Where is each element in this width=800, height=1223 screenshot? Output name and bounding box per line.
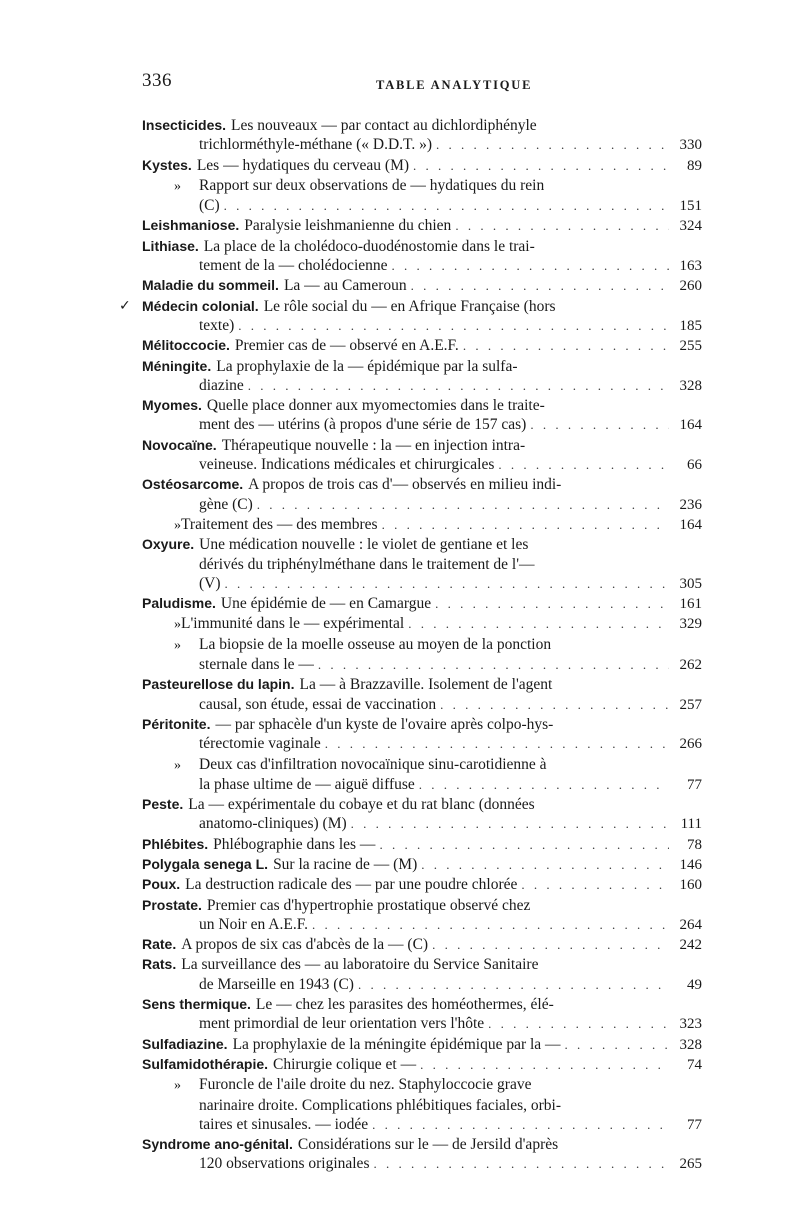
dot-leaders (373, 1154, 669, 1173)
index-entry (142, 1075, 702, 1135)
entry-line (142, 455, 702, 475)
entry-text: L'immunité dans le — expérimental (181, 615, 405, 633)
entry-headword: Sulfamidothérapie. (142, 1055, 269, 1072)
entry-line (142, 655, 702, 675)
ditto-mark: » (174, 517, 181, 533)
entry-headword: Kystes. (142, 156, 192, 173)
entry-line (142, 896, 702, 915)
entry-headword: Méningite. (142, 357, 212, 374)
index-entry (142, 614, 702, 634)
entry-page-number: 146 (679, 856, 702, 873)
dot-leaders (372, 1115, 669, 1134)
index-entry (142, 935, 702, 955)
entry-text: Considérations sur le — de Jersild d'après (297, 1136, 559, 1154)
index-entry (142, 896, 702, 936)
index-entry (142, 795, 702, 835)
dot-leaders (413, 156, 669, 175)
entry-line (142, 1014, 702, 1034)
entry-text: 120 observations originales (199, 1155, 370, 1173)
entry-line (142, 176, 702, 196)
entry-page-number: 305 (679, 575, 702, 592)
entry-line (142, 135, 702, 155)
entry-text: de Marseille en 1943 (C) (199, 975, 354, 993)
entry-page-number: 78 (687, 836, 702, 853)
entry-line (142, 594, 702, 614)
entry-text: Les nouveaux — par contact au dichlordiphényle (231, 117, 537, 134)
entry-text: térectomie vaginale (199, 735, 321, 753)
index-entry (142, 276, 702, 296)
dot-leaders (318, 655, 669, 674)
ditto-mark: » (174, 617, 181, 633)
entry-text: Les — hydatiques du cerveau (M) (196, 156, 410, 174)
dot-leaders (420, 1055, 669, 1074)
index-entry (142, 237, 702, 277)
entry-page-number: 49 (687, 976, 702, 993)
entry-page-number: 236 (679, 496, 702, 513)
entry-line (142, 695, 702, 715)
entry-line (142, 1135, 702, 1154)
entry-line (142, 256, 702, 276)
page-number: 336 (142, 70, 172, 91)
entry-text: Thérapeutique nouvelle : la — en injection intra- (221, 436, 526, 454)
entry-headword: Sens thermique. (142, 996, 251, 1013)
entry-line (142, 614, 702, 634)
entry-line (142, 276, 702, 296)
index-entry (142, 515, 702, 535)
entry-headword: Myomes. (142, 397, 202, 414)
entry-text: — par sphacèle d'un kyste de l'ovaire après colpo-hys- (215, 715, 554, 733)
entry-page-number: 242 (679, 937, 702, 954)
index-entry (142, 715, 702, 755)
entry-text: Premier cas d'hypertrophie prostatique observé chez (206, 896, 531, 914)
entry-line (142, 1154, 702, 1174)
entry-headword: Sulfadiazine. (142, 1035, 228, 1052)
entry-page-number: 164 (679, 516, 702, 533)
entry-line (142, 415, 702, 435)
entry-page-number: 255 (679, 338, 702, 355)
entry-headword: Péritonite. (142, 715, 211, 732)
entry-page-number: 264 (679, 916, 702, 933)
entry-text: La destruction radicale des — par une poudre chlorée (185, 876, 518, 894)
dot-leaders (411, 276, 669, 295)
entry-text: Une épidémie de — en Camargue (220, 595, 432, 613)
entry-page-number: 265 (679, 1156, 702, 1173)
entry-headword: Leishmaniose. (142, 217, 240, 234)
entry-page-number: 266 (679, 736, 702, 753)
entry-page-number: 257 (679, 696, 702, 713)
entry-headword: Paludisme. (142, 595, 216, 612)
entry-line (142, 715, 702, 734)
entry-page-number: 324 (679, 218, 702, 235)
dot-leaders (435, 594, 669, 613)
index-entry (142, 436, 702, 476)
entry-line (142, 1096, 702, 1115)
entry-page-number: 164 (679, 417, 702, 434)
index-entry (142, 1135, 702, 1175)
dot-leaders (421, 855, 669, 874)
entry-text: A propos de six cas d'abcès de la — (C) (181, 936, 429, 954)
entry-headword: Peste. (142, 796, 184, 813)
entry-line (142, 396, 702, 415)
entry-headword: Rats. (142, 956, 177, 973)
entry-line (142, 116, 702, 135)
entry-text: un Noir en A.E.F. (199, 915, 308, 933)
entry-text: La prophylaxie de la méningite épidémique par la — (232, 1035, 561, 1053)
entry-line (142, 1055, 702, 1075)
entry-text: Quelle place donner aux myomectomies dans le traite- (206, 397, 545, 415)
entry-text: trichlorméthyle-méthane (« D.D.T. ») (199, 136, 432, 154)
entry-line (142, 955, 702, 974)
dot-leaders (224, 196, 669, 215)
entry-page-number: 328 (679, 377, 702, 394)
entry-line (142, 795, 702, 814)
dot-leaders (463, 336, 669, 355)
entry-line (142, 734, 702, 754)
entry-text: dérivés du triphénylméthane dans le traitement de l'— (199, 555, 535, 573)
entry-text: la phase ultime de — aiguë diffuse (199, 775, 415, 793)
entry-text: veineuse. Indications médicales et chirurgicales (199, 456, 495, 474)
dot-leaders (440, 695, 669, 714)
dot-leaders (432, 935, 669, 954)
entry-text: Phlébographie dans les — (213, 835, 376, 853)
dot-leaders (488, 1014, 669, 1033)
entry-line (142, 216, 702, 236)
entry-text: Sur la racine de — (M) (273, 855, 418, 873)
entry-page-number: 328 (679, 1036, 702, 1053)
entry-text: La — expérimentale du cobaye et du rat blanc (données (188, 796, 535, 814)
entry-headword: Novocaïne. (142, 436, 217, 453)
entry-headword: Mélitoccocie. (142, 337, 230, 354)
entry-line (142, 995, 702, 1014)
dot-leaders (325, 734, 669, 753)
entry-page-number: 329 (679, 616, 702, 633)
entry-line (142, 775, 702, 795)
entry-line (142, 855, 702, 875)
entry-headword: Lithiase. (142, 237, 199, 254)
entry-line (142, 555, 702, 574)
entry-line (142, 1115, 702, 1135)
dot-leaders (455, 216, 669, 235)
dot-leaders (408, 614, 669, 633)
entry-text: La biopsie de la moelle osseuse au moyen de la ponction (199, 635, 552, 653)
index-entry (142, 357, 702, 397)
entry-headword: Rate. (142, 936, 177, 953)
entry-text: tement de la — cholédocienne (199, 257, 388, 275)
dot-leaders (498, 455, 669, 474)
entry-line (142, 535, 702, 554)
entry-page-number: 74 (687, 1056, 702, 1073)
entry-line (142, 675, 702, 694)
index-entry (142, 995, 702, 1035)
index-entry (142, 675, 702, 715)
entry-text: (V) (199, 574, 221, 592)
entry-headword: Pasteurellose du lapin. (142, 676, 295, 693)
entry-page-number: 151 (679, 198, 702, 215)
entry-headword: Syndrome ano-génital. (142, 1136, 293, 1153)
entry-headword: Phlébites. (142, 835, 209, 852)
entry-text: Traitement des — des membres (181, 515, 378, 533)
index-entry (142, 336, 702, 356)
entry-text: Deux cas d'infiltration novocaïnique sinu-carotidienne à (199, 755, 547, 773)
index-entry (142, 116, 702, 156)
index-entry (142, 955, 702, 995)
entry-line (142, 336, 702, 356)
entry-text: Premier cas de — observé en A.E.F. (234, 337, 459, 355)
dot-leaders (238, 316, 669, 335)
entry-line (142, 635, 702, 655)
entry-text: Paralysie leishmanienne du chien (244, 217, 452, 235)
dot-leaders (257, 495, 669, 514)
entry-text: causal, son étude, essai de vaccination (199, 695, 437, 713)
dot-leaders (225, 574, 669, 593)
entry-headword: Ostéosarcome. (142, 476, 244, 493)
index-list (119, 116, 702, 1175)
index-entry (142, 635, 702, 676)
entry-page-number: 89 (687, 157, 702, 174)
index-entry (142, 755, 702, 796)
index-entry (142, 475, 702, 515)
entry-text: Une médication nouvelle : le violet de gentiane et les (199, 536, 529, 554)
dot-leaders (358, 975, 669, 994)
index-entry (142, 1035, 702, 1055)
entry-line (142, 755, 702, 775)
entry-line (142, 1075, 702, 1095)
entry-line (142, 495, 702, 515)
running-title: TABLE ANALYTIQUE (376, 78, 533, 92)
entry-text: gène (C) (199, 495, 253, 513)
entry-text: La place de la cholédoco-duodénostomie dans le trai- (203, 237, 535, 255)
dot-leaders (436, 135, 669, 154)
entry-line (142, 814, 702, 834)
entry-headword: Oxyure. (142, 536, 195, 553)
entry-headword: Insecticides. (142, 117, 227, 133)
entry-text: anatomo-cliniques) (M) (199, 815, 347, 833)
entry-line (142, 475, 702, 494)
margin-check-mark: ✓ (119, 297, 131, 314)
entry-text: Rapport sur deux observations de — hydatiques du rein (199, 176, 545, 194)
entry-text: narinaire droite. Complications phlébitiques faciales, orbi- (199, 1096, 561, 1114)
ditto-mark: » (174, 1078, 181, 1094)
entry-page-number: 66 (687, 457, 702, 474)
entry-text: Le rôle social du — en Afrique Française (hors (263, 297, 556, 315)
entry-headword: Maladie du sommeil. (142, 277, 279, 294)
entry-text: A propos de trois cas d'— observés en milieu indi- (248, 476, 562, 494)
entry-page-number: 323 (679, 1016, 702, 1033)
entry-line (142, 835, 702, 855)
entry-text: La prophylaxie de la — épidémique par la sulfa- (216, 357, 518, 375)
dot-leaders (351, 814, 669, 833)
dot-leaders (248, 376, 669, 395)
entry-line (142, 297, 702, 316)
entry-line (142, 935, 702, 955)
entry-text: Furoncle de l'aile droite du nez. Staphyloccocie grave (199, 1076, 532, 1094)
entry-line (142, 975, 702, 995)
index-entry (119, 297, 702, 337)
entry-text: ment des — utérins (à propos d'une série de 157 cas) (199, 416, 527, 434)
entry-page-number: 111 (680, 816, 702, 833)
dot-leaders (419, 775, 669, 794)
entry-line (142, 875, 702, 895)
entry-page-number: 260 (679, 278, 702, 295)
entry-line (142, 574, 702, 594)
index-entry (142, 1055, 702, 1075)
entry-line (142, 376, 702, 396)
entry-page-number: 330 (679, 137, 702, 154)
ditto-mark: » (174, 757, 181, 773)
dot-leaders (392, 256, 669, 275)
index-entry (142, 216, 702, 236)
dot-leaders (379, 835, 669, 854)
dot-leaders (530, 415, 669, 434)
entry-page-number: 262 (679, 657, 702, 674)
index-entry (142, 875, 702, 895)
entry-page-number: 77 (687, 1116, 702, 1133)
entry-line (142, 1035, 702, 1055)
entry-text: La surveillance des — au laboratoire du Service Sanitaire (181, 956, 539, 974)
entry-page-number: 160 (679, 877, 702, 894)
entry-line (142, 237, 702, 256)
index-entry (142, 156, 702, 176)
entry-line (142, 515, 702, 535)
entry-headword: Poux. (142, 876, 181, 893)
entry-text: Le — chez les parasites des homéothermes, élé- (255, 996, 554, 1014)
entry-text: taires et sinusales. — iodée (199, 1115, 369, 1133)
entry-text: La — à Brazzaville. Isolement de l'agent (299, 676, 553, 694)
entry-text: texte) (199, 316, 235, 334)
entry-text: Chirurgie colique et — (273, 1055, 417, 1073)
entry-page-number: 185 (679, 317, 702, 334)
entry-line (142, 156, 702, 176)
entry-text: La — au Cameroun (283, 277, 407, 295)
entry-line (142, 316, 702, 336)
entry-line (142, 357, 702, 376)
entry-line (142, 915, 702, 935)
entry-headword: Médecin colonial. (142, 297, 259, 314)
ditto-mark: » (174, 178, 181, 194)
index-entry (142, 835, 702, 855)
entry-line (142, 436, 702, 455)
entry-text: diazine (199, 376, 244, 394)
dot-leaders (312, 915, 669, 934)
dot-leaders (382, 515, 669, 534)
index-entry (142, 176, 702, 217)
entry-text: ment primordial de leur orientation vers l'hôte (199, 1015, 485, 1033)
dot-leaders (521, 875, 669, 894)
entry-text: sternale dans le — (199, 656, 314, 674)
index-entry (142, 855, 702, 875)
index-entry (142, 535, 702, 594)
index-entry (142, 396, 702, 436)
entry-line (142, 196, 702, 216)
entry-text: (C) (199, 197, 220, 215)
index-entry (142, 594, 702, 614)
dot-leaders (565, 1035, 669, 1054)
entry-page-number: 163 (679, 258, 702, 275)
entry-headword: Polygala senega L. (142, 855, 269, 872)
entry-page-number: 161 (679, 596, 702, 613)
ditto-mark: » (174, 637, 181, 653)
entry-headword: Prostate. (142, 896, 202, 913)
entry-page-number: 77 (687, 776, 702, 793)
